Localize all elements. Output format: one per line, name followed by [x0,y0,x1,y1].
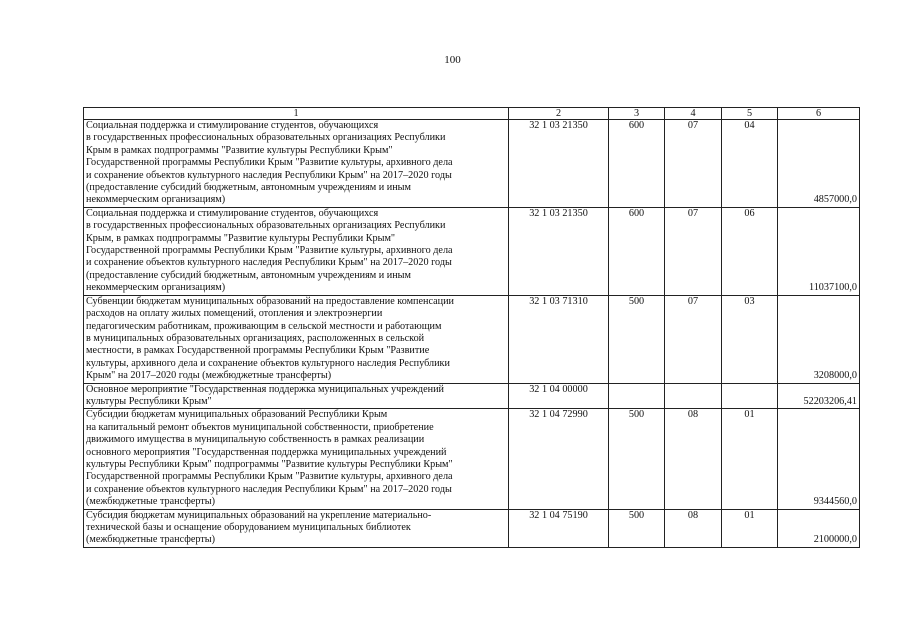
row-description: Социальная поддержка и стимулирование студентов, обучающихся в государственных профессиональных образовательных организациях Республики Крым, в рамках подпрограммы "Развитие культуры Республики Крым" Государственной программы Республики Крым "Развитие культуры, архивного дела и сохранение объектов культурного наследия Республики Крым" на 2017–2020 годы (предоставление субсидий бюджетным, автономным учреждениям и иным некоммерческим организациям) [84,207,509,295]
table-row [84,383,860,409]
table-row [84,295,860,383]
header-cell-pr: 5 [722,108,778,120]
row-subsection: 04 [722,120,778,208]
row-subsection: 01 [722,509,778,547]
row-expense-type: 600 [609,120,665,208]
row-section: 07 [665,120,722,208]
row-target-article: 32 1 03 21350 [509,207,609,295]
row-target-article: 32 1 03 71310 [509,295,609,383]
header-row [84,108,860,120]
header-cell-csr: 2 [509,108,609,120]
row-target-article: 32 1 04 00000 [509,383,609,409]
row-expense-type: 600 [609,207,665,295]
row-target-article: 32 1 04 72990 [509,409,609,509]
row-section: 08 [665,509,722,547]
table-row [84,207,860,295]
table-row [84,509,860,547]
page-number: 100 [444,54,461,66]
row-section: 07 [665,295,722,383]
table-row [84,120,860,208]
header-cell-sum: 6 [778,108,860,120]
row-expense-type: 500 [609,295,665,383]
row-subsection [722,383,778,409]
row-section: 07 [665,207,722,295]
row-target-article: 32 1 03 21350 [509,120,609,208]
header-cell-vr: 3 [609,108,665,120]
row-description: Социальная поддержка и стимулирование студентов, обучающихся в государственных профессиональных образовательных организациях Республики Крым в рамках подпрограммы "Развитие культуры Республики Крым" Государственной программы Республики Крым "Развитие культуры, архивного дела и сохранение объектов культурного наследия Республики Крым" на 2017–2020 годы (предоставление субсидий бюджетным, автономным учреждениям и иным некоммерческим организациям) [84,120,509,208]
row-target-article: 32 1 04 75190 [509,509,609,547]
header-cell-name: 1 [84,108,509,120]
row-subsection: 03 [722,295,778,383]
budget-table [83,107,860,548]
row-amount: 52203206,41 [778,383,860,409]
row-subsection: 06 [722,207,778,295]
header-cell-rz: 4 [665,108,722,120]
row-description: Основное мероприятие "Государственная поддержка муниципальных учреждений культуры Республики Крым" [84,383,509,409]
row-description: Субвенции бюджетам муниципальных образований на предоставление компенсации расходов на оплату жилых помещений, отопления и электроэнергии педагогическим работникам, проживающим в сельской местности и работающим в муниципальных образовательных организациях, расположенных в сельской местности, в рамках Государственной программы Республики Крым "Развитие культуры, архивного дела и сохранение объектов культурного наследия Республики Крым" на 2017–2020 годы (межбюджетные трансферты) [84,295,509,383]
row-amount: 3208000,0 [778,295,860,383]
row-amount: 11037100,0 [778,207,860,295]
row-expense-type [609,383,665,409]
row-expense-type: 500 [609,509,665,547]
row-subsection: 01 [722,409,778,509]
row-section [665,383,722,409]
row-amount: 4857000,0 [778,120,860,208]
row-description: Субсидия бюджетам муниципальных образований на укрепление материально- технической базы и оснащение оборудованием муниципальных библиотек (межбюджетные трансферты) [84,509,509,547]
row-amount: 9344560,0 [778,409,860,509]
row-description: Субсидии бюджетам муниципальных образований Республики Крым на капитальный ремонт объектов муниципальной собственности, приобретение движимого имущества в муниципальную собственность в рамках реализации основного мероприятия "Государственная поддержка муниципальных учреждений культуры Республики Крым" подпрограммы "Развитие культуры Республики Крым" Государственной программы Республики Крым "Развитие культуры, архивного дела и сохранение объектов культурного наследия Республики Крым" на 2017–2020 годы (межбюджетные трансферты) [84,409,509,509]
table-row [84,409,860,509]
row-section: 08 [665,409,722,509]
row-amount: 2100000,0 [778,509,860,547]
row-expense-type: 500 [609,409,665,509]
